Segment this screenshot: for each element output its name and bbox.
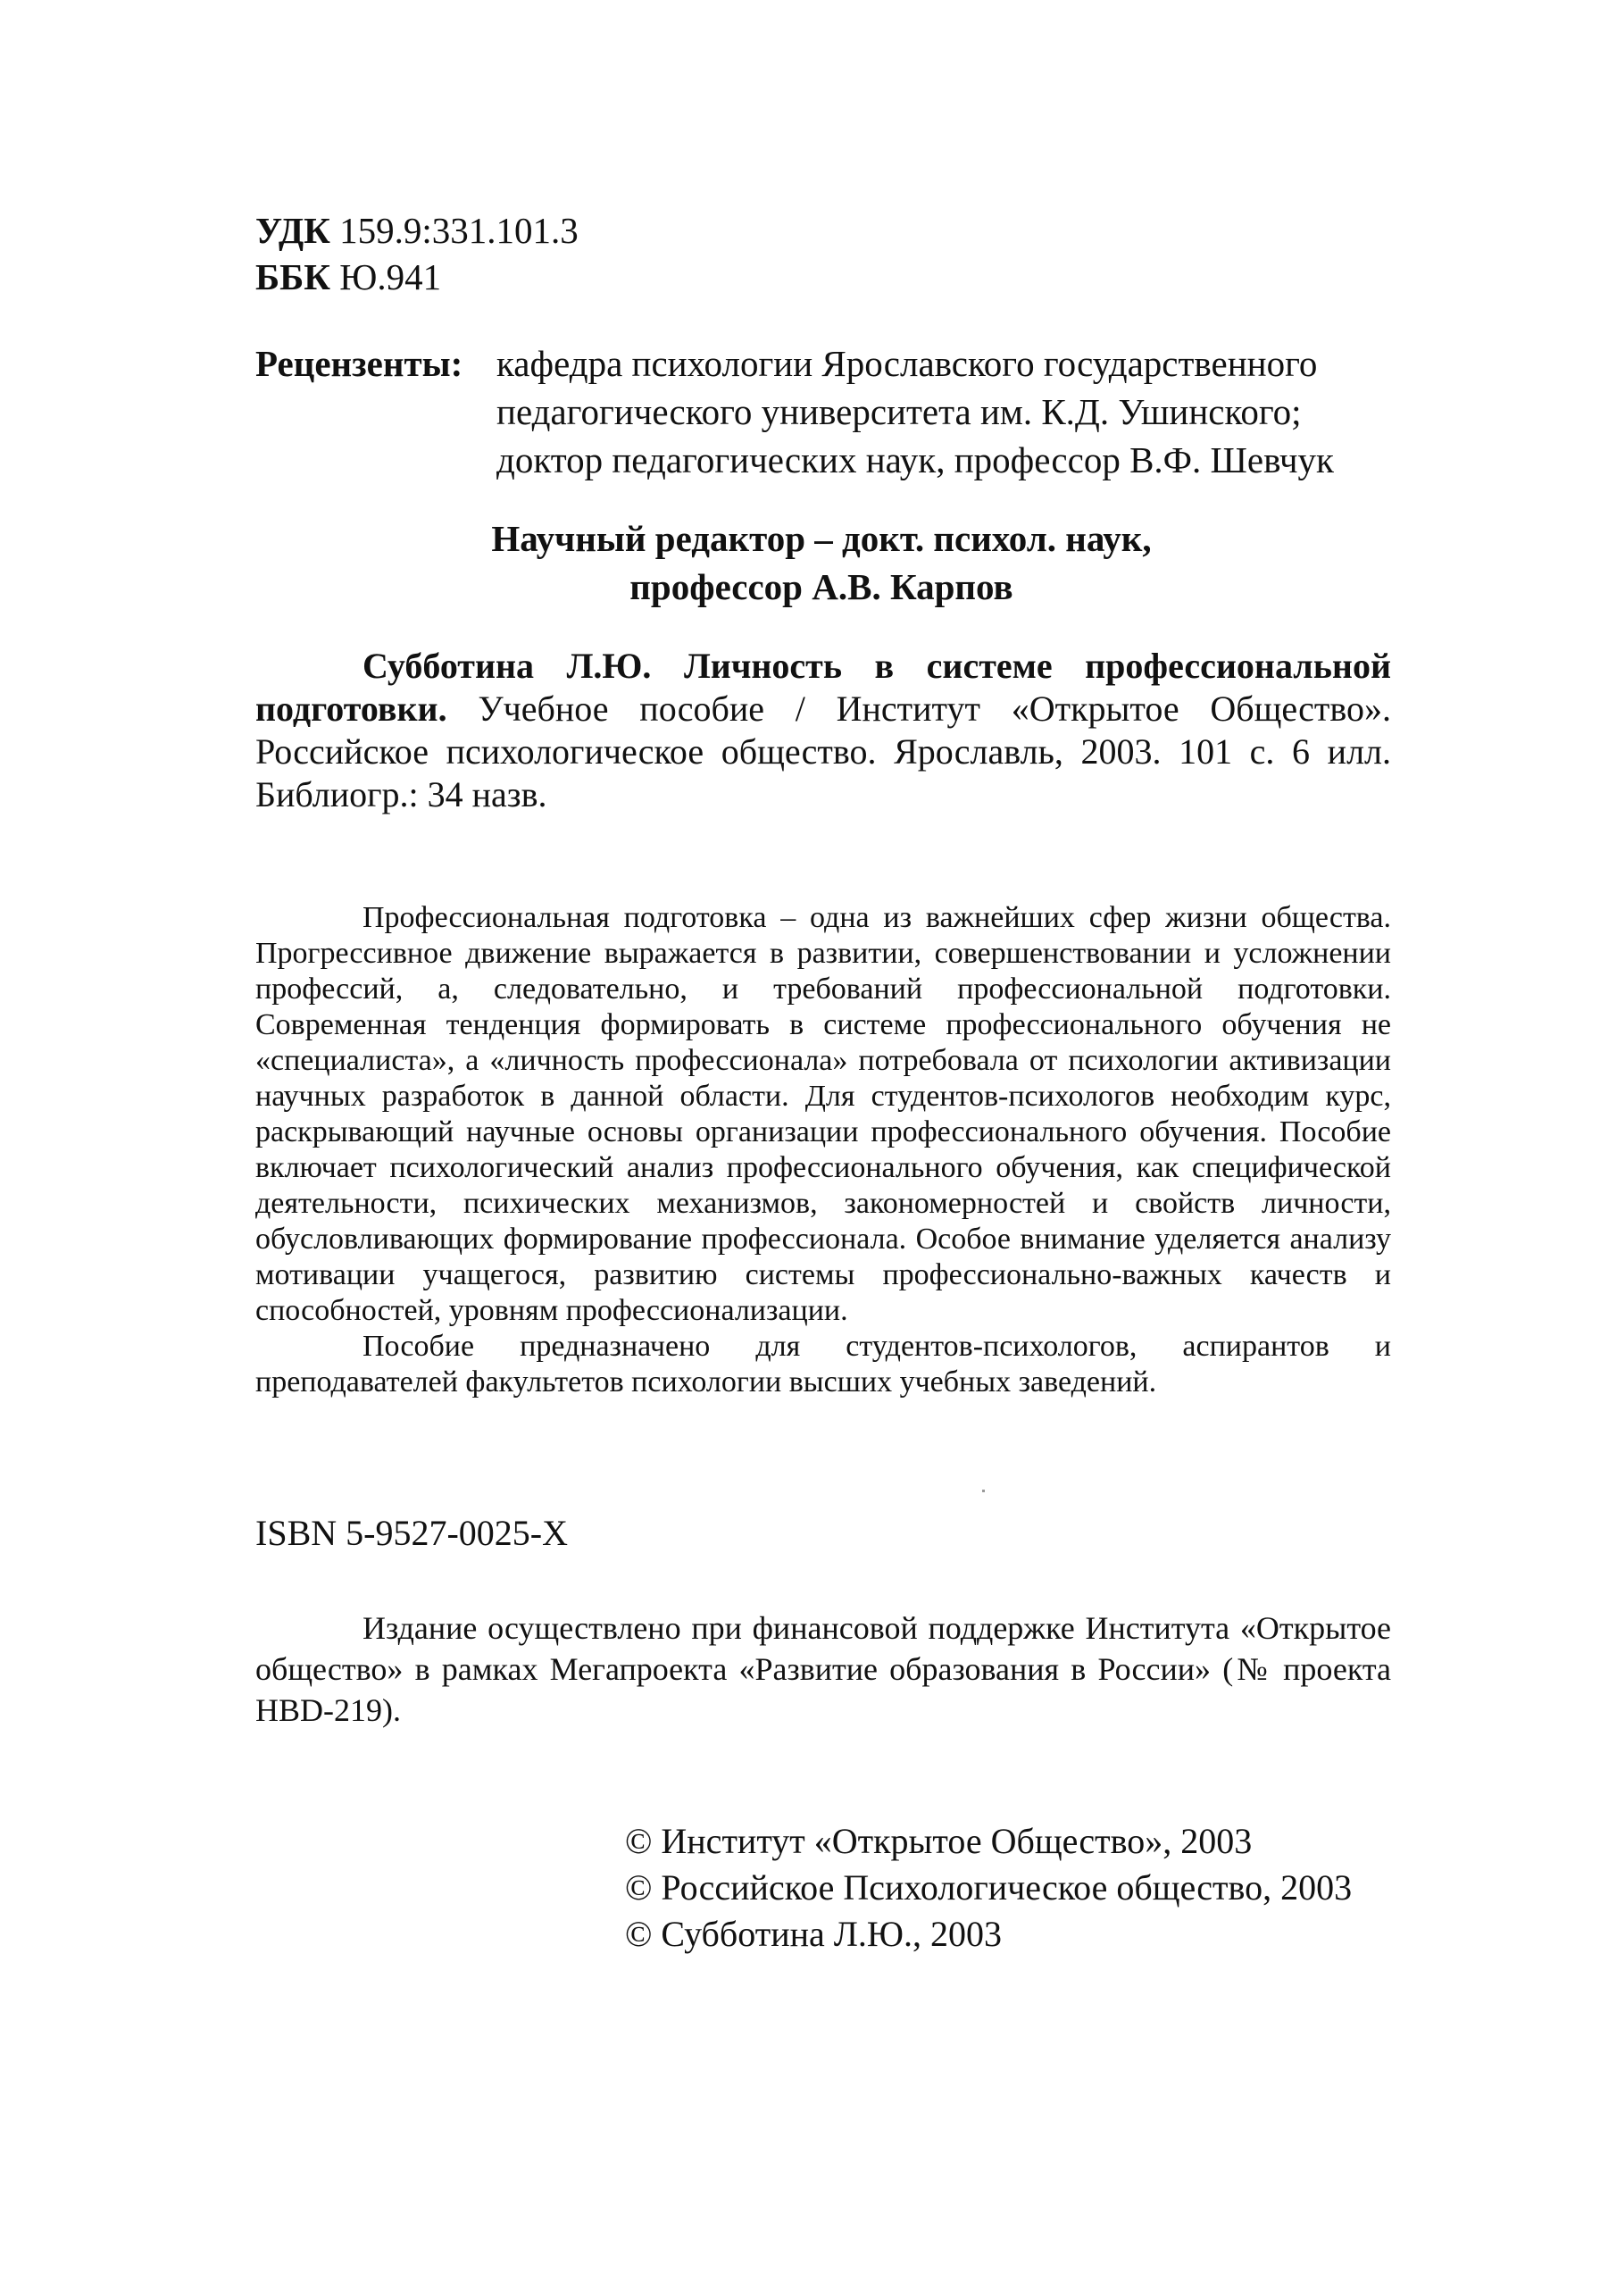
copyright-line: © Российское Психологическое общество, 2003 bbox=[625, 1867, 1353, 1908]
reviewer-line: кафедра психологии Ярославского государственного bbox=[496, 343, 1318, 384]
editor-line: Научный редактор – докт. психол. наук, bbox=[491, 518, 1152, 559]
editor-line: профессор А.В. Карпов bbox=[629, 566, 1013, 607]
author-title: Субботина Л.Ю. Личность в системе профессиональной подготовки. bbox=[255, 646, 1391, 729]
bbk-code bbox=[255, 254, 1391, 300]
reviewers-list bbox=[496, 339, 1389, 484]
bbk-label: ББК bbox=[255, 256, 330, 297]
isbn: ISBN 5-9527-0025-X bbox=[255, 1513, 568, 1553]
copyright-line: © Институт «Открытое Общество», 2003 bbox=[625, 1821, 1253, 1861]
copyright-line: © Субботина Л.Ю., 2003 bbox=[625, 1914, 1003, 1954]
copyright-block bbox=[625, 1818, 1393, 1958]
abstract-paragraph: Пособие предназначено для студентов-психологов, аспирантов и преподавателей факультетов психологии высших учебных заведений. bbox=[255, 1330, 1391, 1398]
bbk-value: Ю.941 bbox=[339, 256, 442, 297]
bibliographic-record bbox=[255, 645, 1391, 816]
funding-note: Издание осуществлено при финансовой поддержке Института «Открытое общество» в рамках Мегапроекта «Развитие образования в России» (№ проекта HBD-219). bbox=[255, 1610, 1391, 1728]
abstract-paragraph: Профессиональная подготовка – одна из важнейших сфер жизни общества. Прогрессивное движение выражается в развитии, совершенствовании и усложнении профессий, а, следовательно, и требований профессиональной подготовки. Современная тенденция формировать в системе профессионального обучения не «специалиста», а «личность профессионала» потребовала от психологии активизации научных разработок в данной области. Для студентов-психологов необходим курс, раскрывающий научные основы организации профессионального обучения. Пособие включает психологический анализ профессионального обучения, как специфической деятельности, психических механизмов, закономерностей и свойств личности, обусловливающих формирование профессионала. Особое внимание уделяется анализу мотивации учащегося, развитию системы профессионально-важных качеств и способностей, уровням профессионализации. bbox=[255, 901, 1391, 1327]
scientific-editor bbox=[375, 514, 1268, 611]
reviewers-label: Рецензенты: bbox=[255, 343, 463, 384]
scan-speck bbox=[982, 1490, 985, 1492]
abstract bbox=[255, 900, 1391, 1400]
udk-label: УДК bbox=[255, 210, 330, 251]
reviewer-line: доктор педагогических наук, профессор В.Ф. Шевчук bbox=[496, 439, 1334, 480]
reviewer-line: педагогического университета им. К.Д. Ушинского; bbox=[496, 391, 1302, 432]
classification-codes bbox=[255, 207, 1391, 300]
publication-details: Учебное пособие / Институт «Открытое Общество». Российское психологическое общество. Ярославль, 2003. 101 с. 6 илл. Библиогр.: 34 назв. bbox=[255, 689, 1391, 814]
udk-value: 159.9:331.101.3 bbox=[339, 210, 579, 251]
udk-code bbox=[255, 207, 1391, 254]
